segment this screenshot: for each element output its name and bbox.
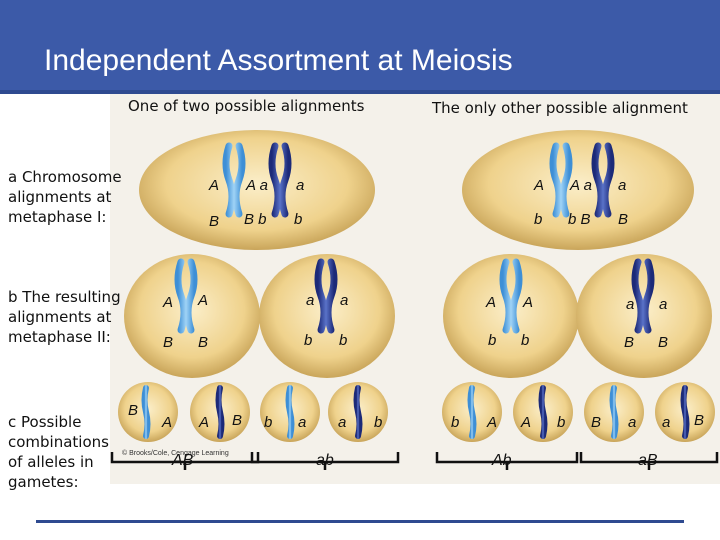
allele-label: a	[659, 296, 668, 313]
allele-label: a	[628, 414, 637, 431]
footer-divider	[36, 520, 684, 523]
col-left-heading: One of two possible alignments	[128, 97, 365, 115]
allele-label: B	[694, 412, 705, 429]
allele-label: b B	[568, 211, 591, 228]
allele-label: B	[163, 334, 174, 351]
row-c-label: c Possible combinations of alleles in gametes:	[8, 413, 109, 491]
gamete-combination-2: ab	[316, 452, 334, 469]
allele-label: a	[340, 292, 349, 309]
allele-label: B	[624, 334, 635, 351]
allele-label: B b	[244, 211, 267, 228]
allele-label: b	[557, 414, 566, 431]
allele-label: A	[486, 294, 497, 311]
allele-label: A	[162, 414, 173, 431]
page-title: Independent Assortment at Meiosis	[44, 44, 513, 77]
allele-label: a	[618, 177, 627, 194]
allele-label: A	[209, 177, 220, 194]
allele-label: b	[534, 211, 543, 228]
allele-label: b	[339, 332, 348, 349]
allele-label: b	[264, 414, 273, 431]
allele-label: b	[451, 414, 460, 431]
allele-label: B	[209, 213, 220, 230]
allele-label: b	[521, 332, 530, 349]
allele-label: a	[338, 414, 347, 431]
allele-label: A	[199, 414, 210, 431]
allele-label: a	[298, 414, 307, 431]
allele-label: B	[658, 334, 669, 351]
allele-label: B	[128, 402, 139, 419]
copyright-note: © Brooks/Cole, Cengage Learning	[122, 450, 229, 457]
allele-label: B	[618, 211, 629, 228]
allele-label: b	[304, 332, 313, 349]
allele-label: A	[198, 292, 209, 309]
allele-label: A	[534, 177, 545, 194]
allele-label: b	[294, 211, 303, 228]
allele-label: A	[523, 294, 534, 311]
row-b-label: b The resulting alignments at metaphase II:	[8, 288, 121, 346]
allele-label: A a	[246, 177, 268, 194]
gamete-combination-3: Ab	[492, 452, 512, 469]
allele-label: A	[163, 294, 174, 311]
allele-label: a	[306, 292, 315, 309]
allele-label: b	[488, 332, 497, 349]
allele-label: A a	[570, 177, 592, 194]
allele-label: A	[521, 414, 532, 431]
allele-label: a	[296, 177, 305, 194]
allele-label: B	[232, 412, 243, 429]
col-right-heading: The only other possible alignment	[432, 99, 688, 117]
allele-label: a	[626, 296, 635, 313]
allele-label: b	[374, 414, 383, 431]
gamete-combination-1: AB	[172, 452, 194, 469]
allele-label: a	[662, 414, 671, 431]
allele-label: A	[487, 414, 498, 431]
gamete-combination-4: aB	[638, 452, 658, 469]
allele-label: B	[198, 334, 209, 351]
allele-label: B	[591, 414, 602, 431]
row-a-label: a Chromosome alignments at metaphase I:	[8, 168, 122, 226]
